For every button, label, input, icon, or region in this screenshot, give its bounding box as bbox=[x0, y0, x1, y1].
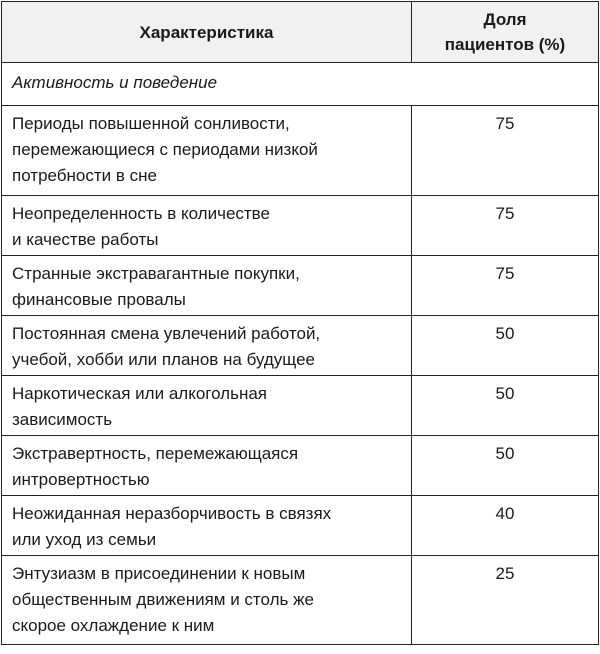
header-characteristic-label: Характеристика bbox=[139, 22, 274, 42]
section-row bbox=[2, 63, 599, 106]
characteristic-line: Неожиданная неразборчивость в связях bbox=[12, 504, 332, 523]
table-row bbox=[2, 496, 599, 556]
characteristic-line: интровертностью bbox=[12, 470, 150, 489]
share-value: 75 bbox=[412, 106, 599, 196]
share-value: 50 bbox=[412, 436, 599, 496]
header-share-line2: пациентов (%) bbox=[444, 35, 566, 54]
section-title: Активность и поведение bbox=[2, 63, 599, 106]
share-value: 75 bbox=[412, 256, 599, 316]
characteristic-cell bbox=[2, 196, 412, 256]
characteristic-line: потребности в сне bbox=[12, 166, 157, 185]
characteristic-cell bbox=[2, 436, 412, 496]
table-row bbox=[2, 556, 599, 645]
characteristic-line: Энтузиазм в присоединении к новым bbox=[12, 564, 306, 583]
characteristic-cell bbox=[2, 496, 412, 556]
characteristic-line: Постоянная смена увлечений работой, bbox=[12, 324, 321, 343]
characteristic-cell bbox=[2, 376, 412, 436]
table-row bbox=[2, 196, 599, 256]
header-share-line1: Доля bbox=[483, 10, 527, 29]
characteristic-cell bbox=[2, 256, 412, 316]
table-row bbox=[2, 106, 599, 196]
table-row bbox=[2, 256, 599, 316]
share-value: 75 bbox=[412, 196, 599, 256]
characteristic-cell bbox=[2, 106, 412, 196]
share-value: 50 bbox=[412, 376, 599, 436]
characteristic-line: и качестве работы bbox=[12, 230, 159, 249]
table-row bbox=[2, 376, 599, 436]
characteristic-line: Периоды повышенной сонливости, bbox=[12, 114, 290, 133]
characteristic-line: Странные экстравагантные покупки, bbox=[12, 264, 300, 283]
characteristic-line: скорое охлаждение к ним bbox=[12, 616, 215, 635]
characteristic-line: учебой, хобби или планов на будущее bbox=[12, 350, 316, 369]
characteristic-cell bbox=[2, 556, 412, 645]
table-row bbox=[2, 316, 599, 376]
header-characteristic bbox=[2, 2, 412, 63]
characteristic-line: общественным движениям и столь же bbox=[12, 590, 314, 609]
characteristic-line: Неопределенность в количестве bbox=[12, 204, 270, 223]
share-value: 25 bbox=[412, 556, 599, 645]
characteristic-line: перемежающиеся с периодами низкой bbox=[12, 140, 318, 159]
characteristic-line: или уход из семьи bbox=[12, 530, 157, 549]
characteristic-cell bbox=[2, 316, 412, 376]
header-share bbox=[412, 2, 599, 63]
characteristic-line: Наркотическая или алкогольная bbox=[12, 384, 268, 403]
share-value: 40 bbox=[412, 496, 599, 556]
characteristic-line: зависимость bbox=[12, 410, 113, 429]
characteristic-line: финансовые провалы bbox=[12, 290, 186, 309]
table-row bbox=[2, 436, 599, 496]
header-row bbox=[2, 2, 599, 63]
share-value: 50 bbox=[412, 316, 599, 376]
patient-characteristics-table bbox=[1, 1, 599, 645]
characteristic-line: Экстравертность, перемежающаяся bbox=[12, 444, 299, 463]
